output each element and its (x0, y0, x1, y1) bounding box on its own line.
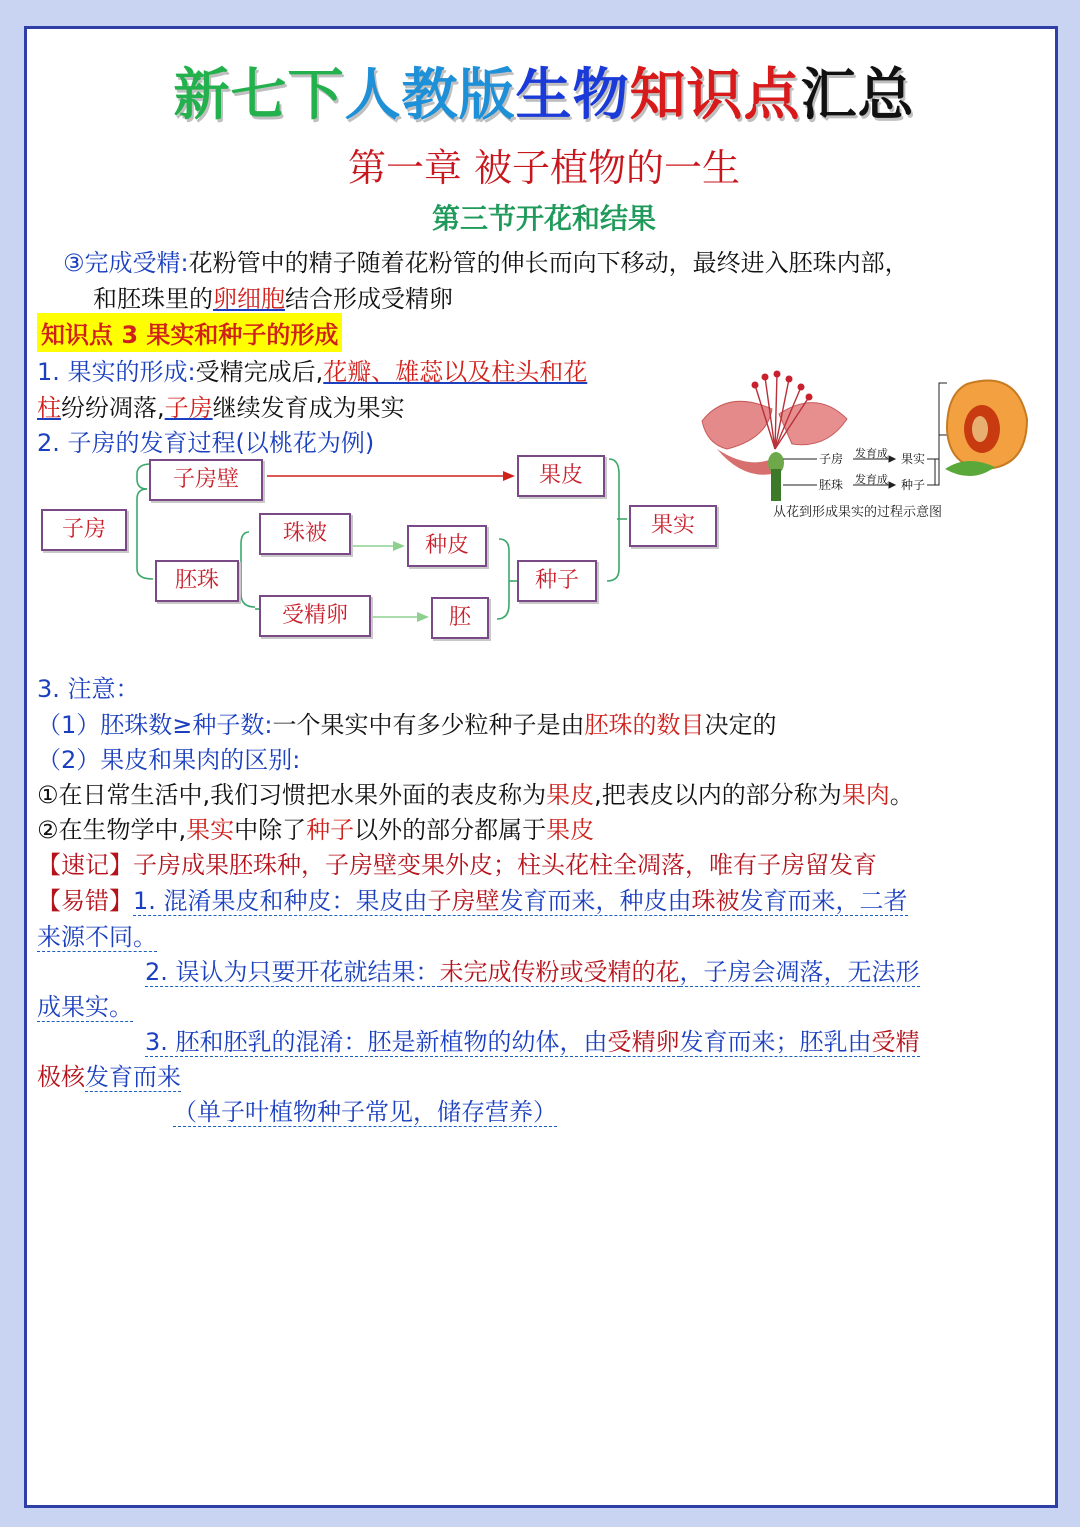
text: 决定的 (704, 711, 777, 739)
text: 结合形成受精卵 (285, 285, 453, 313)
text: ①在日常生活中,我们习惯把水果外面的表皮称为 (37, 781, 547, 809)
fertilization-label: ③完成受精 (63, 249, 181, 277)
figure-caption: 从花到形成果实的过程示意图 (773, 505, 943, 520)
note-1 (37, 705, 776, 740)
keyword: 受精 (871, 1028, 920, 1056)
keyword: 受精卵 (607, 1028, 680, 1056)
text: 发育而来，种皮由 (499, 887, 692, 915)
text: 发育而来，二者 (739, 887, 908, 915)
figure-row1-to: 果实 (901, 452, 926, 466)
figure-row2-from: 胚珠 (819, 478, 844, 492)
title-part: 知识点 (629, 63, 801, 128)
node-ovule: 胚珠 (155, 560, 239, 602)
page-frame (24, 26, 1058, 1508)
text: ,把表皮以内的部分称为 (594, 781, 842, 809)
knowledge-point-heading: 知识点 3 果实和种子的形成 (37, 313, 342, 352)
text: 2. 误认为只要开花就结果： (145, 958, 440, 986)
text: ，子房会凋落，无法形 (679, 958, 920, 986)
figure-row1-arrow-label: 发育成 (855, 447, 888, 460)
separator: : (180, 249, 189, 277)
keyword: 卵细胞 (213, 285, 285, 313)
text: 成果实。 (37, 993, 133, 1021)
section-heading: 第三节开花和结果 (431, 202, 656, 235)
text: 。 (889, 781, 914, 809)
keyword: 柱 (37, 394, 61, 422)
text: 和胚珠里的 (93, 285, 213, 313)
separator: : (292, 746, 301, 774)
mistake-2-line1 (145, 952, 920, 987)
note-label: （1）胚珠数≥种子数 (37, 711, 265, 739)
keyword: 花瓣、雄蕊以及柱头和花 (323, 358, 588, 386)
keyword: 珠被 (691, 887, 740, 915)
mistake-2-line2 (37, 987, 133, 1022)
text: 发育而来；胚乳由 (679, 1028, 872, 1056)
title-part: 新七下 (173, 63, 345, 128)
text: 3. 胚和胚乳的混淆：胚是新植物的幼体，由 (145, 1028, 608, 1056)
node-fruit: 果实 (629, 505, 717, 547)
mistake-3-line1 (145, 1022, 920, 1057)
chapter-heading: 第一章 被子植物的一生 (347, 146, 741, 190)
keyword: 子房壁 (427, 887, 500, 915)
mistake-1-line2 (37, 917, 157, 952)
note-label: （2）果皮和果肉的区别 (37, 746, 293, 774)
mistake-1-line1 (37, 881, 908, 916)
text: ②在生物学中, (37, 816, 187, 844)
text: 纷纷凋落, (61, 394, 165, 422)
title-part: 生物 (515, 63, 630, 128)
figure-row2-arrow-label: 发育成 (855, 473, 888, 486)
keyword: 果皮 (546, 781, 595, 809)
memo-line (37, 845, 877, 880)
separator: : (187, 358, 196, 386)
node-zygote: 受精卵 (259, 595, 371, 637)
separator: : (264, 711, 273, 739)
memo-text: 子房成果胚珠种，子房壁变果外皮；柱头花柱全凋落，唯有子房留发育 (133, 851, 877, 879)
text: 发育而来 (85, 1063, 181, 1091)
text: 以外的部分都属于 (354, 816, 547, 844)
text: 一个果实中有多少粒种子是由 (272, 711, 585, 739)
node-ovary-wall: 子房壁 (149, 459, 263, 501)
figure-row2-to: 种子 (901, 478, 926, 492)
fertilization-text: 花粉管中的精子随着花粉管的伸长而向下移动，最终进入胚珠内部， (188, 249, 909, 277)
note-2-point-1 (37, 775, 914, 810)
keyword: 果实 (186, 816, 235, 844)
keyword: 子房 (164, 394, 213, 422)
fruit-formation-label: 1. 果实的形成 (37, 358, 188, 386)
text: 来源不同。 (37, 923, 157, 951)
node-ovary: 子房 (41, 509, 127, 551)
node-integument: 珠被 (259, 513, 351, 555)
memo-label: 【速记】 (37, 851, 133, 879)
text: 受精完成后, (195, 358, 324, 386)
node-embryo: 胚 (431, 597, 489, 639)
note-2 (37, 740, 300, 775)
keyword: 果皮 (546, 816, 595, 844)
title-part: 汇总 (800, 63, 915, 128)
mistake-3-line3 (173, 1092, 557, 1127)
title-part: 人教版 (344, 63, 516, 128)
text: （单子叶植物种子常见，储存营养） (173, 1098, 557, 1126)
keyword: 未完成传粉或受精的花 (439, 958, 680, 986)
ovary-process-heading: 2. 子房的发育过程(以桃花为例) (37, 429, 375, 457)
mistakes-label: 【易错】 (37, 887, 133, 915)
text: 继续发育成为果实 (212, 394, 405, 422)
node-seed-coat: 种皮 (407, 525, 487, 567)
node-seed: 种子 (517, 560, 597, 602)
keyword: 胚珠的数目 (584, 711, 705, 739)
notes-heading: 3. 注意： (37, 675, 140, 703)
keyword: 极核 (37, 1063, 85, 1091)
keyword: 种子 (306, 816, 355, 844)
keyword: 果肉 (841, 781, 890, 809)
mistake-3-line2 (37, 1057, 181, 1092)
text: 1. 混淆果皮和种皮：果皮由 (133, 887, 428, 915)
figure-row1-from: 子房 (819, 452, 844, 466)
text: 中除了 (234, 816, 307, 844)
note-2-point-2 (37, 810, 594, 845)
node-pericarp: 果皮 (517, 455, 605, 497)
